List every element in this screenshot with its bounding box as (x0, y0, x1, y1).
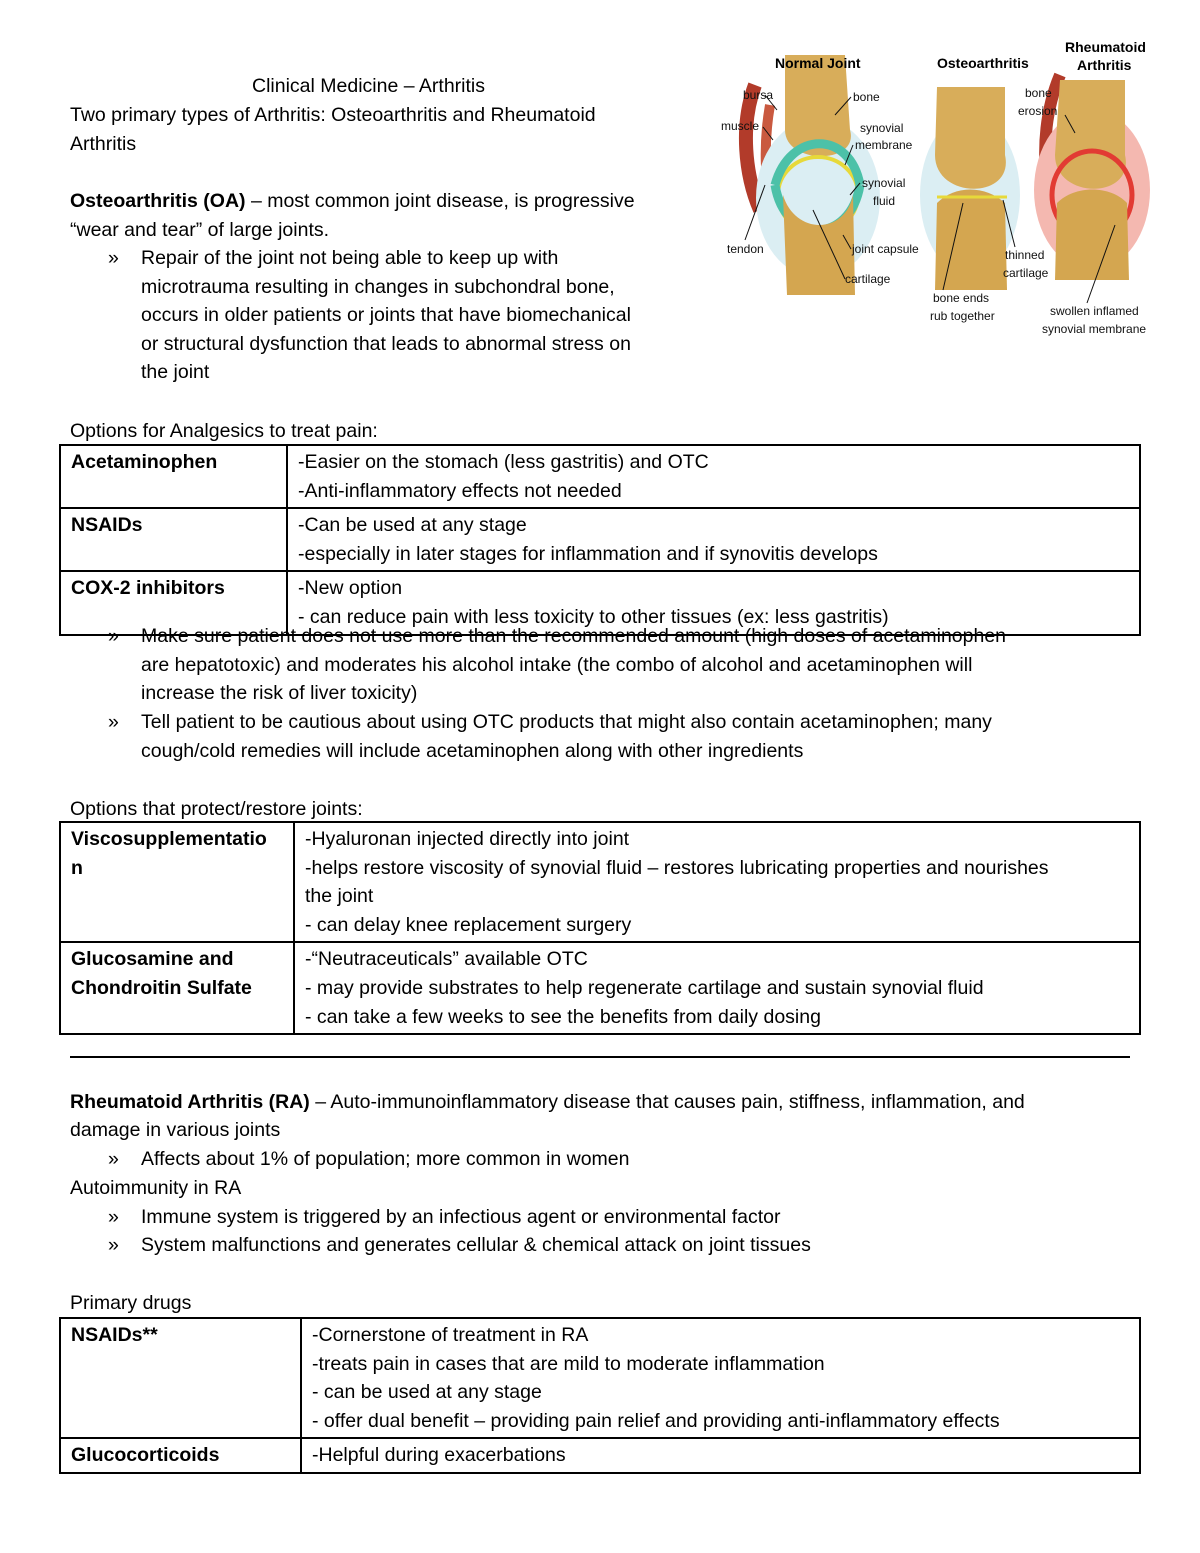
label-bone: bone (853, 90, 880, 104)
ra-definition-line2: damage in various joints (70, 1119, 281, 1141)
drug-notes (301, 1438, 1140, 1473)
page-title: Clinical Medicine – Arthritis (252, 75, 486, 97)
table-row (60, 1438, 1140, 1473)
note-line: -Cornerstone of treatment in RA (312, 1324, 589, 1346)
drug-name: NSAIDs (60, 508, 287, 571)
drug-name: NSAIDs** (60, 1318, 301, 1438)
bullet-line: cough/cold remedies will include acetaminophen along with other ingredients (141, 739, 804, 762)
bullet-mark: » (108, 1206, 119, 1228)
treatment-notes (294, 822, 1140, 942)
oa-definition-line2: “wear and tear” of large joints. (70, 219, 330, 241)
note-line: -Anti-inflammatory effects not needed (298, 479, 622, 502)
bullet-mark: » (108, 625, 119, 647)
note-line: -treats pain in cases that are mild to moderate inflammation (312, 1352, 825, 1375)
drugs-label: Primary drugs (70, 1292, 192, 1314)
drugs-table (59, 1317, 1141, 1474)
table-row (60, 822, 1140, 942)
note-line: -Helpful during exacerbations (312, 1444, 566, 1467)
label-bone-erosion-2: erosion (1018, 104, 1058, 118)
label-joint-capsule: joint capsule (852, 242, 919, 256)
name-line: Chondroitin Sulfate (71, 976, 252, 999)
note-line: -Can be used at any stage (298, 514, 527, 537)
bullet-line: Affects about 1% of population; more common in women (141, 1148, 630, 1170)
note-line: - can delay knee replacement surgery (305, 913, 632, 936)
note-line: - can take a few weeks to see the benefits from daily dosing (305, 1005, 821, 1028)
bullet-line: System malfunctions and generates cellular & chemical attack on joint tissues (141, 1234, 811, 1256)
bullet-line: are hepatotoxic) and moderates his alcohol intake (the combo of alcohol and acetaminophen will (141, 653, 973, 676)
figure-heading-normal: Normal Joint (775, 55, 861, 71)
label-membrane: membrane (855, 138, 913, 152)
label-synovial-fluid-2: fluid (873, 194, 896, 208)
bullet-mark: » (108, 711, 119, 733)
label-swollen: swollen inflamed (1050, 304, 1139, 318)
label-muscle: muscle (721, 119, 760, 133)
table-row (60, 1318, 1140, 1438)
oa-heading-rest: – most common joint disease, is progressive (245, 190, 635, 212)
treatment-name (60, 942, 294, 1034)
name-line: Glucosamine and (71, 948, 234, 971)
analgesics-table (59, 444, 1141, 636)
bullet-line: increase the risk of liver toxicity) (141, 682, 418, 705)
bullet-line: microtrauma resulting in changes in subchondral bone, (141, 275, 615, 298)
label-bursa: bursa (743, 88, 774, 102)
note-line: - may provide substrates to help regenerate cartilage and sustain synovial fluid (305, 976, 984, 999)
label-synovial: synovial (860, 121, 904, 135)
autoimmunity-label: Autoimmunity in RA (70, 1177, 242, 1199)
ra-definition (70, 1088, 1025, 1117)
note-line: - offer dual benefit – providing pain relief and providing anti-inflammatory effects (312, 1409, 1000, 1432)
name-line: Viscosupplementatio (71, 828, 267, 850)
drug-name: Glucocorticoids (60, 1438, 301, 1473)
oa-heading: Osteoarthritis (OA) (70, 190, 246, 212)
ra-heading-rest: – Auto-immunoinflammatory disease that causes pain, stiffness, inflammation, and (309, 1091, 1025, 1113)
note-line: -New option (298, 577, 403, 600)
oa-definition (70, 187, 635, 216)
table-row (60, 445, 1140, 508)
label-synovial-membrane: synovial membrane (1042, 322, 1147, 336)
protect-table (59, 821, 1141, 1035)
drug-notes (287, 508, 1140, 571)
treatment-name (60, 822, 294, 942)
treatment-notes (294, 942, 1140, 1034)
drug-notes (287, 445, 1140, 508)
label-bone-ends: bone ends (933, 291, 990, 305)
figure-heading-ra-2: Arthritis (1077, 57, 1132, 73)
intro-line: Arthritis (70, 133, 137, 155)
bullet-mark: » (108, 247, 119, 269)
label-bone-erosion-1: bone (1025, 86, 1052, 100)
note-line: the joint (305, 885, 374, 908)
note-line: -Hyaluronan injected directly into joint (305, 828, 630, 850)
bullet-line: Make sure patient does not use more than the recommended amount (high doses of acetaminophen (141, 625, 1007, 647)
ra-heading: Rheumatoid Arthritis (RA) (70, 1091, 310, 1113)
drug-name: Acetaminophen (60, 445, 287, 508)
analgesics-label: Options for Analgesics to treat pain: (70, 420, 378, 442)
label-thinned: thinned (1005, 248, 1045, 262)
bullet-mark: » (108, 1234, 119, 1256)
label-thinned-cartilage: cartilage (1003, 266, 1049, 280)
name-line: n (71, 856, 83, 879)
drug-notes (301, 1318, 1140, 1438)
intro-line: Two primary types of Arthritis: Osteoarthritis and Rheumatoid (70, 104, 596, 126)
figure-heading-oa: Osteoarthritis (937, 55, 1029, 71)
protect-label: Options that protect/restore joints: (70, 798, 363, 820)
label-rub-together: rub together (930, 309, 995, 323)
bullet-line: Tell patient to be cautious about using OTC products that might also contain acetaminophen; many (141, 711, 992, 733)
note-line: -“Neutraceuticals” available OTC (305, 948, 588, 971)
figure-heading-ra-1: Rheumatoid (1065, 39, 1146, 55)
note-line: -helps restore viscosity of synovial fluid – restores lubricating properties and nourishes (305, 856, 1049, 879)
bullet-line: Immune system is triggered by an infectious agent or environmental factor (141, 1206, 781, 1228)
table-row (60, 508, 1140, 571)
section-divider (70, 1056, 1130, 1058)
label-cartilage: cartilage (845, 272, 891, 286)
note-line: -especially in later stages for inflammation and if synovitis develops (298, 542, 878, 565)
joint-diagram (715, 35, 1165, 340)
table-row (60, 942, 1140, 1034)
bullet-line: or structural dysfunction that leads to abnormal stress on (141, 332, 631, 355)
bullet-mark: » (108, 1148, 119, 1170)
note-line: -Easier on the stomach (less gastritis) and OTC (298, 451, 709, 473)
bullet-line: occurs in older patients or joints that have biomechanical (141, 304, 631, 327)
bullet-line: Repair of the joint not being able to keep up with (141, 247, 559, 269)
bullet-line: the joint (141, 361, 210, 384)
label-synovial-fluid-1: synovial (862, 176, 906, 190)
note-line: - can be used at any stage (312, 1381, 542, 1404)
note-line: - can reduce pain with less toxicity to other tissues (ex: less gastritis) (298, 605, 889, 628)
drug-name: COX-2 inhibitors (60, 571, 287, 634)
label-tendon: tendon (727, 242, 764, 256)
